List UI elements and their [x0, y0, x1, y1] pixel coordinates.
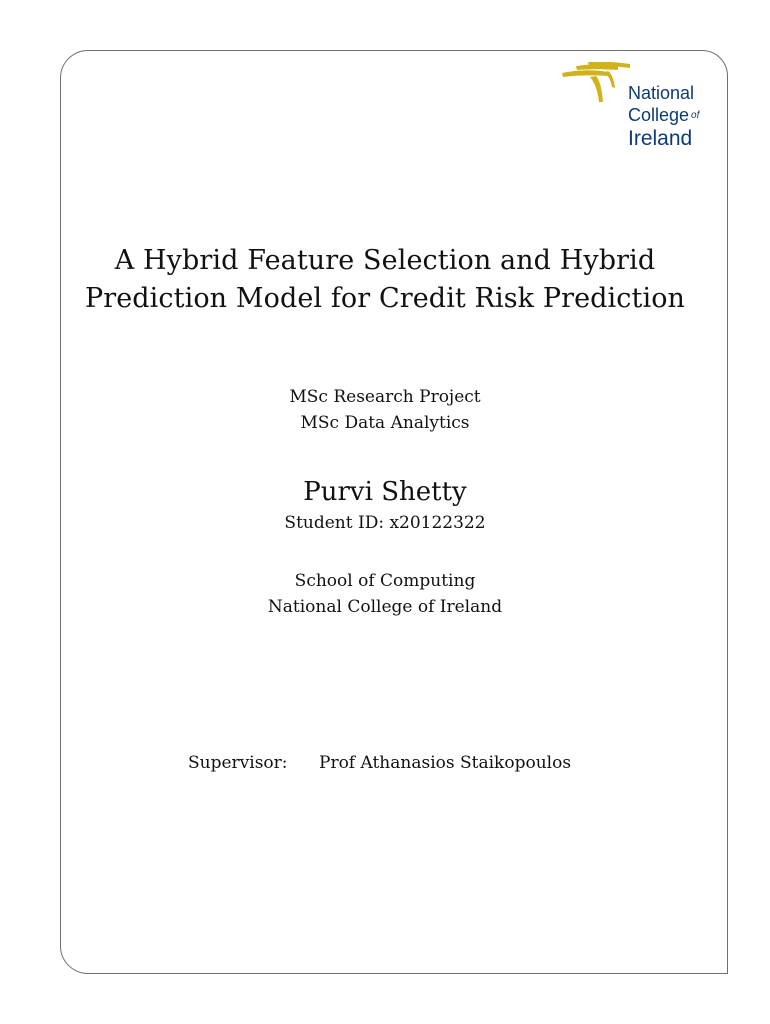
logo-line-college	[628, 106, 699, 124]
thesis-title-line-2: Prediction Model for Credit Risk Prediction	[84, 283, 686, 314]
logo-mark-icon	[562, 62, 634, 106]
logo-college-word: College	[628, 105, 690, 125]
thesis-title	[60, 242, 710, 318]
logo-of-word: of	[691, 110, 700, 121]
supervisor-row	[188, 750, 571, 776]
student-id: Student ID: x20122322	[284, 513, 486, 533]
supervisor-name: Prof Athanasios Staikopoulos	[319, 753, 572, 773]
supervisor-label: Supervisor:	[188, 753, 288, 773]
college-logo	[562, 62, 712, 154]
author-name: Purvi Shetty	[303, 477, 467, 507]
logo-line-ireland: Ireland	[628, 127, 693, 150]
project-type: MSc Research Project	[289, 387, 481, 407]
college-name: National College of Ireland	[267, 597, 503, 617]
logo-text	[628, 84, 699, 149]
logo-line-national: National	[628, 83, 695, 103]
programme-name: MSc Data Analytics	[300, 413, 470, 433]
school-name: School of Computing	[294, 571, 476, 591]
thesis-title-line-1: A Hybrid Feature Selection and Hybrid	[114, 245, 656, 276]
